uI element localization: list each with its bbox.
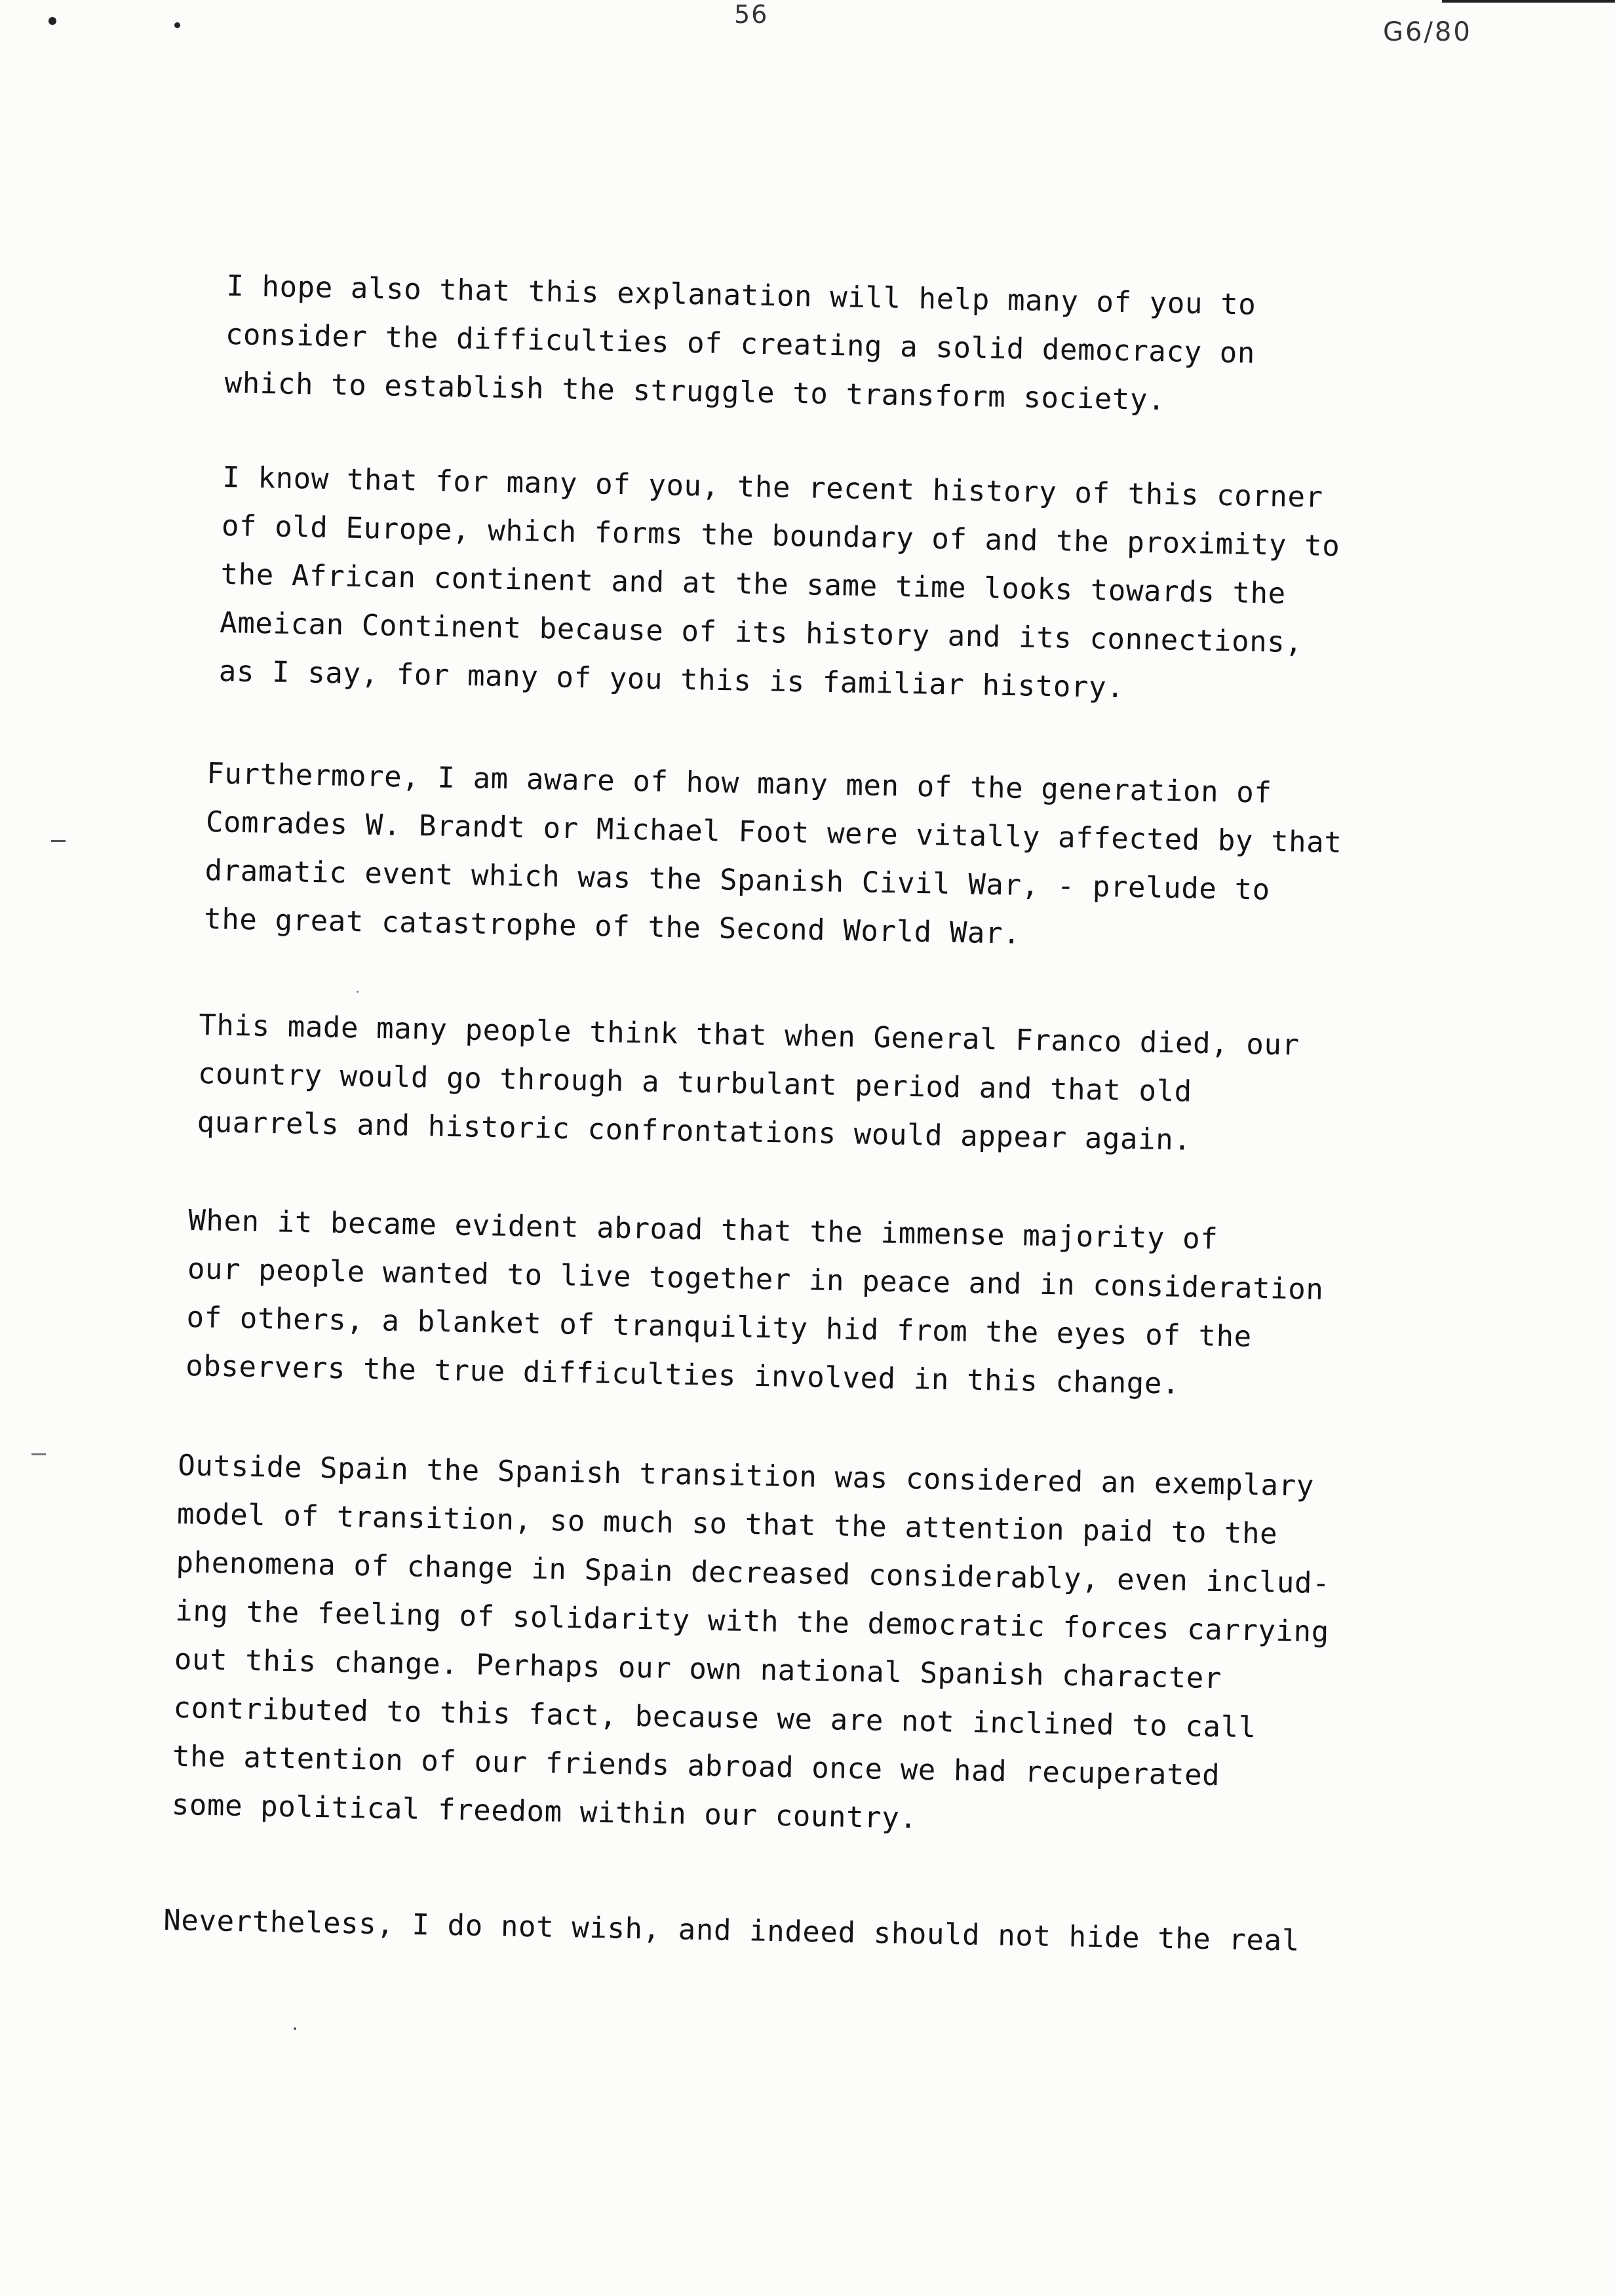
text-line: dramatic event which was the Spanish Civil War, - prelude to: [204, 853, 1271, 907]
text-line: the great catastrophe of the Second World War.: [203, 902, 1021, 951]
top-edge-rule: [1442, 0, 1615, 3]
text-line: the African continent and at the same time looks towards the: [220, 557, 1287, 611]
text-line: I hope also that this explanation will help many of you to: [225, 269, 1256, 322]
paragraph-old-europe: [218, 453, 1341, 716]
text-line: quarrels and historic confrontations would appear again.: [197, 1105, 1192, 1157]
text-line: some political freedom within our country.: [171, 1788, 918, 1835]
text-line: Nevertheless, I do not wish, and indeed should not hide the real: [163, 1903, 1300, 1958]
text-line: of old Europe, which forms the boundary of and the proximity to: [221, 508, 1340, 564]
punch-mark: [174, 22, 180, 28]
text-line: Ameican Continent because of its history and its connections,: [219, 605, 1303, 660]
paragraph-transition: [171, 1442, 1332, 1850]
text-line: Outside Spain the Spanish transition was considered an exemplary: [177, 1448, 1315, 1503]
ink-speck: [294, 2027, 296, 2030]
margin-mark: [51, 840, 66, 842]
text-line: as I say, for many of you this is familiar history.: [218, 654, 1125, 705]
ink-speck: [357, 991, 359, 993]
text-line: out this change. Perhaps our own national Spanish character: [174, 1642, 1222, 1696]
text-line: the attention of our friends abroad once we had recuperated: [172, 1739, 1220, 1793]
text-line: When it became evident abroad that the immense majority of: [187, 1203, 1218, 1256]
text-line: model of transition, so much so that the attention paid to the: [176, 1497, 1278, 1551]
paragraph-explanation: [224, 262, 1256, 427]
margin-mark: [31, 1453, 46, 1455]
text-line: country would go through a turbulant period and that old: [197, 1056, 1193, 1109]
paragraph-nevertheless: [163, 1896, 1300, 1966]
text-line: consider the difficulties of creating a solid democracy on: [225, 317, 1256, 370]
text-line: contributed to this fact, because we are not inclined to call: [173, 1691, 1257, 1745]
document-reference: G6/80: [1383, 17, 1472, 47]
text-line: Comrades W. Brandt or Michael Foot were vitally affected by that: [205, 805, 1342, 860]
paragraph-franco: [197, 1001, 1300, 1167]
punch-mark: [49, 17, 56, 25]
page-number: 56: [734, 0, 769, 29]
text-line: This made many people think that when General Franco died, our: [198, 1008, 1300, 1062]
text-line: Furthermore, I am aware of how many men of the generation of: [206, 756, 1272, 810]
text-line: observers the true difficulties involved in this change.: [185, 1349, 1180, 1401]
text-line: our people wanted to live together in peace and in consideration: [187, 1252, 1324, 1307]
paragraph-tranquility: [185, 1196, 1325, 1411]
text-line: which to establish the struggle to transform society.: [224, 366, 1166, 417]
text-line: phenomena of change in Spain decreased considerably, even includ-: [176, 1545, 1331, 1601]
text-line: I know that for many of you, the recent history of this corner: [222, 460, 1324, 514]
text-line: of others, a blanket of tranquility hid from the eyes of the: [186, 1300, 1253, 1354]
paragraph-civil-war: [204, 750, 1344, 965]
text-line: ing the feeling of solidarity with the democratic forces carrying: [174, 1594, 1330, 1649]
